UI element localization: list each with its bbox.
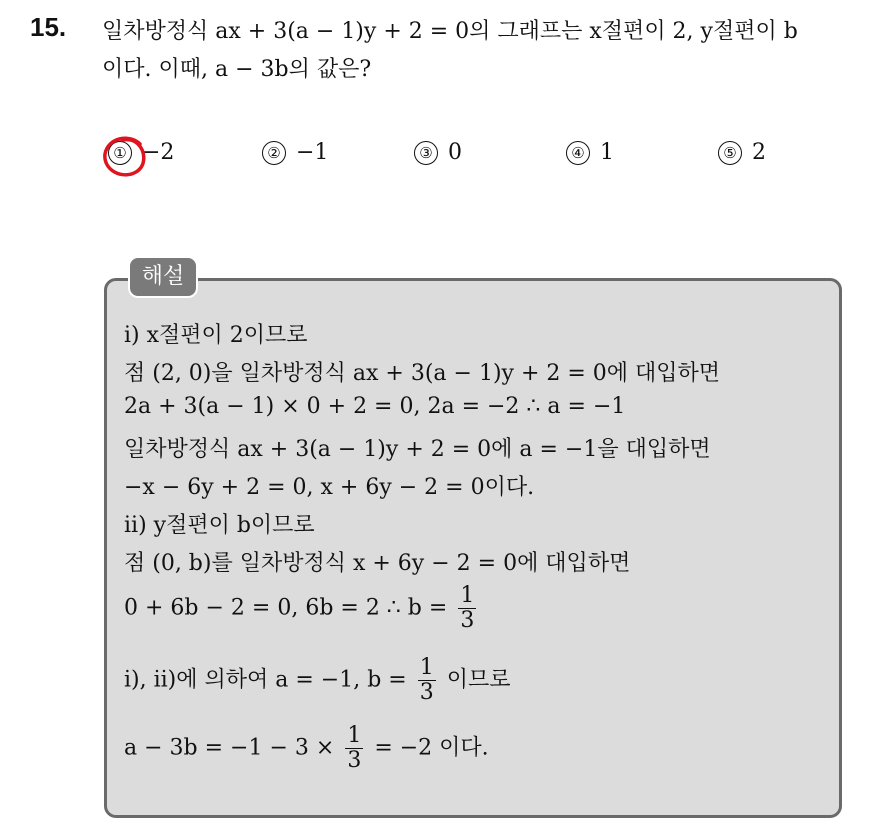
solution-line-6: ⅱ) y절편이 b이므로 [124, 513, 315, 538]
fraction-numerator: 1 [460, 583, 475, 608]
solution-line-2: 점 (2, 0)을 일차방정식 ax + 3(a − 1)y + 2 = 0에 대입하면 [124, 361, 721, 386]
choice-4-value: 1 [600, 140, 614, 165]
choice-2-number: ② [262, 141, 286, 165]
solution-line-9 [124, 656, 510, 705]
choice-4-number: ④ [566, 141, 590, 165]
choice-3-number: ③ [414, 141, 438, 165]
solution-line-10-text: a − 3b = −1 − 3 × [124, 735, 335, 761]
fraction-one-third [418, 656, 436, 705]
question-line-2: 이다. 이때, a − 3b의 값은? [102, 57, 372, 82]
solution-line-10 [124, 724, 489, 773]
solution-tag: 해설 [128, 256, 198, 298]
solution-line-4: 일차방정식 ax + 3(a − 1)y + 2 = 0에 a = −1을 대입하면 [124, 437, 711, 462]
choice-2-value: −1 [296, 140, 329, 165]
fraction-denominator: 3 [460, 608, 475, 633]
question-line-1: 일차방정식 ax + 3(a − 1)y + 2 = 0의 그래프는 x절편이 2, y절편이 b [102, 19, 798, 44]
fraction-one-third [345, 724, 363, 773]
solution-line-9-text: ⅰ), ⅱ)에 의하여 a = −1, b = [124, 667, 407, 693]
solution-line-1: ⅰ) x절편이 2이므로 [124, 323, 308, 348]
question-number: 15. [30, 12, 67, 42]
choice-5[interactable] [718, 140, 766, 165]
choice-1-number: ① [108, 141, 132, 165]
choice-2[interactable] [262, 140, 328, 165]
solution-line-10-suffix: = −2 이다. [374, 735, 489, 761]
choice-5-value: 2 [752, 140, 766, 165]
choice-5-number: ⑤ [718, 141, 742, 165]
choice-1-value: −2 [142, 140, 175, 165]
fraction-numerator: 1 [347, 723, 362, 748]
fraction-one-third [458, 584, 476, 633]
solution-line-9-suffix: 이므로 [446, 667, 511, 693]
solution-line-7: 점 (0, b)를 일차방정식 x + 6y − 2 = 0에 대입하면 [124, 551, 631, 576]
choice-3[interactable] [414, 140, 462, 165]
fraction-denominator: 3 [347, 748, 362, 773]
solution-line-8 [124, 584, 480, 633]
solution-line-5: −x − 6y + 2 = 0, x + 6y − 2 = 0이다. [124, 475, 535, 500]
solution-line-8-text: 0 + 6b − 2 = 0, 6b = 2 ∴ b = [124, 595, 448, 621]
solution-line-3: 2a + 3(a − 1) × 0 + 2 = 0, 2a = −2 ∴ a = −1 [124, 394, 626, 419]
choice-4[interactable] [566, 140, 614, 165]
fraction-denominator: 3 [419, 680, 434, 705]
choice-3-value: 0 [448, 140, 462, 165]
fraction-numerator: 1 [419, 655, 434, 680]
answer-circle-mark [100, 134, 150, 182]
